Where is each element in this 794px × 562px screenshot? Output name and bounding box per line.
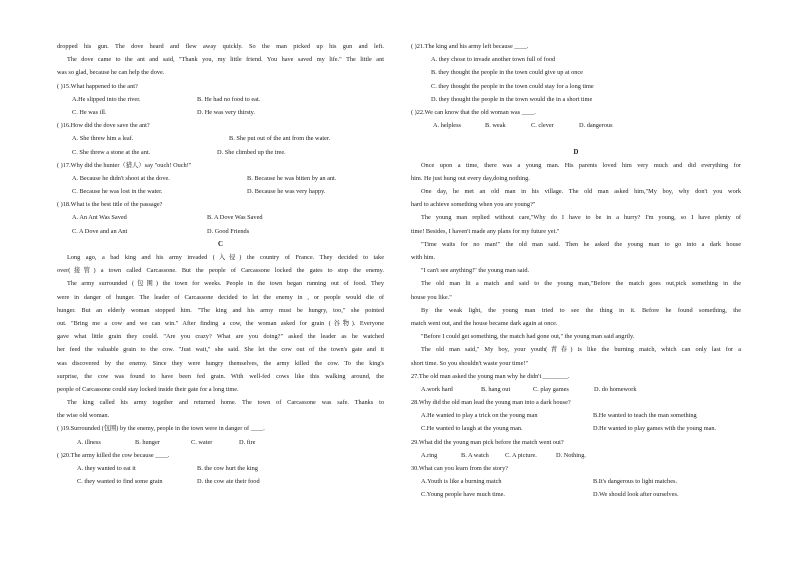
option-a[interactable]: A. they wanted to eat it bbox=[77, 465, 136, 472]
left-column bbox=[57, 40, 384, 488]
option-d[interactable]: D. they thought the people in the town would die in a short time bbox=[431, 95, 593, 103]
passage-line: Long ago, a bad king and his army invaded (入侵) the country of France. They decided to take bbox=[67, 254, 384, 261]
spacer bbox=[411, 132, 741, 145]
question-27-options bbox=[411, 383, 741, 396]
option-a[interactable]: A. An Ant Was Saved bbox=[72, 214, 127, 222]
option-c[interactable]: C. He was ill. bbox=[72, 108, 107, 116]
option-c[interactable]: C. they wanted to find some grain bbox=[77, 478, 163, 486]
question-29-stem: 29.What did the young man pick before the match went out? bbox=[411, 438, 564, 446]
question-16-options-row2 bbox=[57, 146, 384, 159]
option-a[interactable]: A.work hard bbox=[421, 385, 453, 393]
option-a[interactable]: A. illness bbox=[77, 438, 101, 446]
passage-line: dropped his gun. The dove heard and flew away quickly. So the man picked up his gun and left. bbox=[57, 43, 384, 50]
option-b[interactable]: B. the cow hurt the king bbox=[197, 465, 258, 472]
option-c[interactable]: C. A Dove and an Ant bbox=[72, 227, 128, 235]
option-d[interactable]: D. fire bbox=[239, 438, 256, 446]
passage-line: people of Carcassone could stay locked inside their gate for a long time. bbox=[57, 385, 239, 393]
passage-line: The king called his army together and returned home. The town of Carcassone was safe. Thanks to bbox=[67, 399, 384, 407]
option-a[interactable]: A. they chose to invade another town full of food bbox=[431, 56, 556, 64]
question-15-stem: ( )15.What happened to the ant? bbox=[57, 82, 138, 90]
passage-line: The army surrounded (包围) the town for weeks. People in the town began running out of food. They bbox=[67, 280, 384, 288]
passage-line: house you like." bbox=[411, 293, 452, 301]
option-a[interactable]: A. Because he didn't shoot at the dove. bbox=[72, 174, 170, 182]
question-20-options-row2 bbox=[57, 475, 384, 488]
passage-line: "I can't see anything!" the young man said. bbox=[421, 267, 530, 275]
question-19-options bbox=[57, 436, 384, 449]
right-column bbox=[411, 40, 741, 502]
option-c[interactable]: C. play games bbox=[533, 385, 569, 393]
option-c[interactable]: C. they thought the people in the town could stay for a long time bbox=[431, 82, 594, 90]
option-c[interactable]: C. water bbox=[191, 438, 213, 446]
option-c[interactable]: C. Because he was lost in the water. bbox=[72, 188, 163, 196]
question-17-options-row2 bbox=[57, 185, 384, 198]
passage-line: The old man lit a match and said to the young man,"Before the match goes out,pick something in the bbox=[421, 280, 741, 288]
passage-line: match went out, and the house became dark again at once. bbox=[411, 319, 558, 327]
option-d[interactable]: D. He was very thirsty. bbox=[197, 108, 255, 116]
option-a[interactable]: A. helpless bbox=[433, 122, 461, 130]
option-d[interactable]: D. Because he was very happy. bbox=[247, 188, 326, 196]
section-heading-c: C bbox=[218, 240, 223, 248]
question-16-options-row1 bbox=[57, 132, 384, 145]
question-20-stem: ( )20.The army killed the cow because ____. bbox=[57, 451, 170, 459]
passage-line: gave what little grain they could. "Are you crazy? What are you doing?" asked the leader as he watched bbox=[57, 333, 384, 341]
passage-line: Once upon a time, there was a young man. His parents loved him very much and did everything for bbox=[421, 161, 741, 169]
question-21-stem: ( )21.The king and his army left because ____. bbox=[411, 43, 529, 50]
option-a[interactable]: A.ring bbox=[421, 451, 438, 459]
question-16-stem: ( )16.How did the dove save the ant? bbox=[57, 122, 150, 130]
passage-line: the wise old woman. bbox=[57, 412, 110, 420]
passage-line: out. "Bring me a cow and we can win." After finding a cow, the woman asked for grain (谷物). Everyone bbox=[57, 319, 384, 327]
question-27-stem: 27.The old man asked the young man why he didn't ________. bbox=[411, 372, 570, 380]
option-d[interactable]: D. Nothing. bbox=[556, 451, 586, 459]
option-a[interactable]: A.He slipped into the river. bbox=[72, 95, 141, 103]
question-20-options-row1 bbox=[57, 462, 384, 475]
passage-line: One day, he met an old man in his village. The old man asked him,"My boy, why don't you work bbox=[421, 188, 741, 196]
option-b[interactable]: B. hunger bbox=[135, 438, 160, 446]
option-c[interactable]: C.Young people have much time. bbox=[421, 491, 506, 499]
question-28-options-row1 bbox=[411, 409, 741, 422]
option-c[interactable]: C.He wanted to laugh at the young man. bbox=[421, 425, 523, 433]
question-21-option-c-row bbox=[411, 80, 741, 93]
question-18-stem: ( )18.What is the best title of the passage? bbox=[57, 201, 163, 209]
option-b[interactable]: B. She put out of the ant from the water. bbox=[229, 135, 331, 143]
question-22-stem: ( )22.We can know that the old woman was ____. bbox=[411, 108, 536, 116]
option-d[interactable]: D. the cow ate their food bbox=[197, 478, 260, 486]
option-c[interactable]: C. A picture. bbox=[505, 451, 537, 459]
question-22-options bbox=[411, 119, 741, 132]
question-29-options bbox=[411, 449, 741, 462]
passage-line: By the weak light, the young man tried to see the thing in it. Before he found something, the bbox=[421, 306, 741, 314]
question-18-options-row2 bbox=[57, 225, 384, 238]
option-a[interactable]: A.Youth is like a burning match bbox=[421, 478, 502, 486]
passage-line: The young man replied without care,"Why do I have to be in a hurry? I'm young, so I have plenty of bbox=[421, 214, 741, 222]
option-b[interactable]: B. hang out bbox=[481, 385, 511, 393]
option-b[interactable]: B. A watch bbox=[461, 451, 489, 459]
question-30-options-row2 bbox=[411, 488, 741, 501]
question-17-options-row1 bbox=[57, 172, 384, 185]
passage-line: The old man said," My boy, your youth(青春) is like the burning match, which can only last for a bbox=[421, 346, 741, 354]
option-b[interactable]: B. they thought the people in the town could give up at once bbox=[431, 69, 583, 77]
option-c[interactable]: C. She threw a stone at the ant. bbox=[72, 148, 151, 156]
option-c[interactable]: C. clever bbox=[531, 122, 554, 130]
passage-line: over(接管) a town called Carcassone. But the people of Carcassone locked the gates to stop the enemy. bbox=[57, 267, 384, 275]
option-a[interactable]: A.He wanted to play a trick on the young man bbox=[421, 412, 538, 420]
passage-line: him. He just hung out every day,doing nothing. bbox=[411, 174, 530, 182]
option-b[interactable]: B.It's dangerous to light matches. bbox=[593, 478, 678, 486]
passage-line: The dove came to the ant and said, "Thank you, my little friend. You have saved my life." The little ant bbox=[67, 56, 384, 64]
passage-line: her feed the valuable grain to the cow. "Just wait," she said. She let the cow out of the town's gate and it bbox=[57, 346, 384, 354]
passage-line: with him. bbox=[411, 254, 436, 261]
passage-line: was discovered by the enemy. Since they were hungry themselves, the army killed the cow. To the king's bbox=[57, 359, 384, 367]
question-30-options-row1 bbox=[411, 475, 741, 488]
option-b[interactable]: B. weak bbox=[485, 122, 506, 130]
question-21-option-d-row bbox=[411, 93, 741, 106]
question-28-stem: 28.Why did the old man lead the young man into a dark house? bbox=[411, 399, 571, 407]
question-18-options-row1 bbox=[57, 211, 384, 224]
option-b[interactable]: B. Because he was bitten by an ant. bbox=[247, 174, 337, 182]
question-17-stem: ( )17.Why did the hunter（猎人）say "ouch! Ouch!" bbox=[57, 161, 192, 169]
option-b[interactable]: B. A Dove Was Saved bbox=[207, 214, 263, 222]
question-15-options-row1 bbox=[57, 93, 384, 106]
question-30-stem: 30.What can you learn from the story? bbox=[411, 465, 509, 472]
option-d[interactable]: D. do homework bbox=[594, 385, 637, 393]
option-d[interactable]: D. She climbed up the tree. bbox=[217, 148, 286, 156]
passage-line: hard to achieve something when you are young?" bbox=[411, 201, 536, 209]
section-heading-d: D bbox=[573, 148, 579, 156]
option-d[interactable]: D. Good Friends bbox=[207, 227, 250, 235]
question-28-options-row2 bbox=[411, 422, 741, 435]
option-d[interactable]: D.We should look after ourselves. bbox=[593, 491, 679, 499]
passage-line: surprise, the cow was found to have been fed grain. With well-fed cows like this walking around, the bbox=[57, 372, 384, 380]
passage-line: short time. So you shouldn't waste your time!" bbox=[411, 359, 529, 367]
question-21-option-a-row bbox=[411, 53, 741, 66]
passage-line: hunger. But an elderly woman stopped him. "The king and his army must be hungry, too," she pointed bbox=[57, 306, 384, 314]
option-d[interactable]: D.He wanted to play games with the young man. bbox=[593, 425, 717, 433]
option-d[interactable]: D. dangerous bbox=[579, 122, 613, 130]
option-b[interactable]: B. He had no food to eat. bbox=[197, 95, 261, 103]
passage-line: "Before I could get something, the match had gone out," the young man said angrily. bbox=[421, 333, 635, 341]
option-a[interactable]: A. She threw him a leaf. bbox=[72, 135, 134, 143]
question-19-stem: ( )19.Surrounded (包围) by the enemy, people in the town were in danger of ____. bbox=[57, 425, 265, 433]
question-21-option-b-row bbox=[411, 66, 741, 79]
option-b[interactable]: B.He wanted to teach the man something bbox=[593, 412, 697, 420]
passage-line: was so glad, because he can help the dove. bbox=[57, 69, 165, 77]
passage-line: "Time waits for no man!" the old man said. Then he asked the young man to go into a dark house bbox=[421, 240, 741, 248]
passage-line: time! Besides, I haven't made any plans for my future yet." bbox=[411, 227, 560, 235]
question-15-options-row2 bbox=[57, 106, 384, 119]
passage-line: were in danger of hunger. The leader of Carcassone decided to let the enemy in , or people would die of bbox=[57, 293, 384, 301]
